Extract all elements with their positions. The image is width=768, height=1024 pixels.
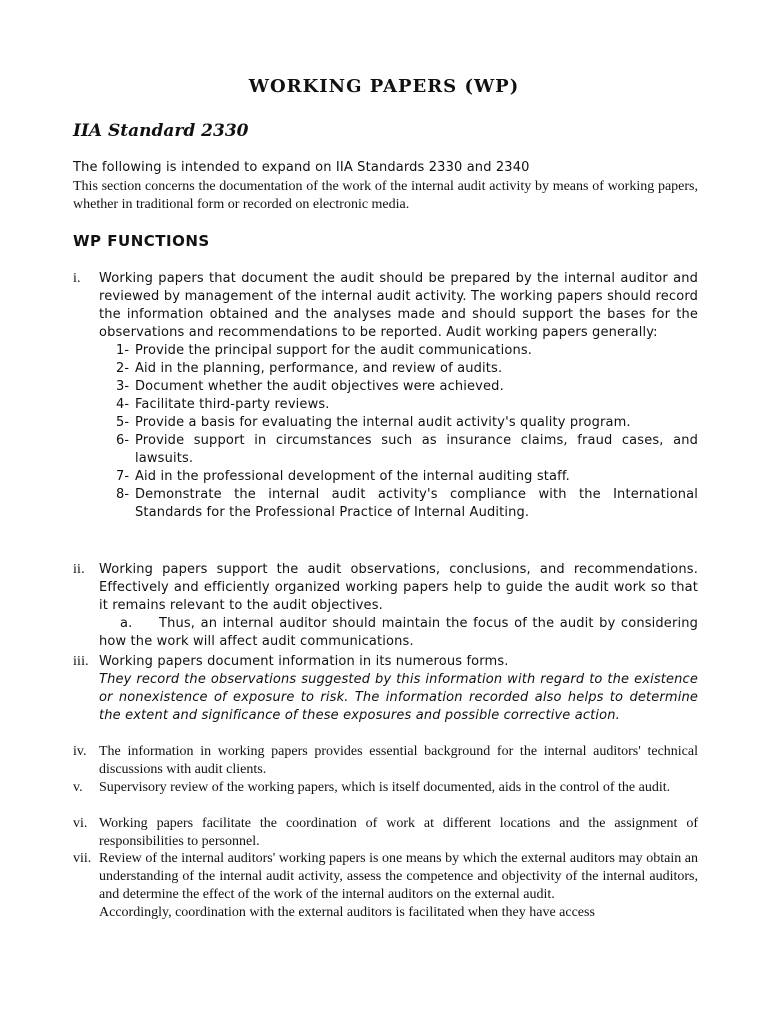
intro-paragraph: This section concerns the documentation of the work of the internal audit activity by means of working papers, whether in traditional form or recorded on electronic media. [73, 179, 698, 212]
sub-item-a [99, 615, 698, 651]
sub-item-text: Document whether the audit objectives were achieved. [135, 379, 504, 394]
sub-item-text: Provide a basis for evaluating the internal audit activity's quality program. [135, 415, 631, 430]
sub-item-number: 1- [116, 343, 130, 358]
sub-item-text: Facilitate third-party reviews. [135, 397, 330, 412]
sub-item-text: Demonstrate the internal audit activity's compliance with the International Standards for the Professional Practice of Internal Auditing. [135, 487, 698, 520]
sub-item-number: 4- [116, 397, 130, 412]
sub-item-text: Provide the principal support for the audit communications. [135, 343, 533, 358]
sub-item-text: Provide support in circumstances such as insurance claims, fraud cases, and lawsuits. [135, 433, 698, 466]
list-marker: vii. [73, 851, 92, 866]
sub-item-number: 5- [116, 415, 130, 430]
list-item-text: Working papers document information in its numerous forms. [99, 654, 509, 669]
list-item-text: Working papers support the audit observations, conclusions, and recommendations. Effectively and efficiently organized working papers help to guide the audit work so that it remains relevant to the audit objectives. [99, 562, 698, 613]
list-item-text: Review of the internal auditors' working papers is one means by which the external auditors may obtain an understanding of the internal audit activity, assess the competence and objectivity of the internal auditors, and determine the effect of the work of the internal auditors on the external audit. [99, 851, 698, 902]
sub-item-number: 2- [116, 361, 130, 376]
sub-item-number: 7- [116, 469, 130, 484]
list-marker: ii. [73, 562, 85, 577]
list-marker: i. [73, 271, 81, 286]
sub-item-number: 8- [116, 487, 130, 502]
list-item-continuation: Accordingly, coordination with the external auditors is facilitated when they have access [99, 905, 595, 920]
sub-item [116, 414, 698, 432]
standard-subtitle: IIA Standard 2330 [73, 121, 249, 141]
intro-line: The following is intended to expand on IIA Standards 2330 and 2340 [73, 160, 530, 175]
sub-item [116, 378, 698, 396]
list-marker: iii. [73, 654, 89, 669]
sub-item-text: Aid in the professional development of the internal auditing staff. [135, 469, 570, 484]
list-item-text: Supervisory review of the working papers, which is itself documented, aids in the control of the audit. [99, 780, 671, 795]
sub-item-number: a. [120, 616, 133, 631]
list-marker: iv. [73, 744, 87, 759]
sub-item [116, 486, 698, 522]
sub-item [116, 360, 698, 378]
sub-item-number: 6- [116, 433, 130, 448]
page-title: WORKING PAPERS (WP) [248, 76, 520, 97]
sub-item [116, 432, 698, 468]
sub-item [116, 342, 698, 360]
sub-item-text: Thus, an internal auditor should maintain the focus of the audit by considering how the work will affect audit communications. [99, 616, 698, 649]
sub-item [116, 396, 698, 414]
list-item-text: Working papers that document the audit should be prepared by the internal auditor and reviewed by management of the internal audit activity. The working papers should record the information obtained and the analyses made and should support the bases for the observations and recommendations to be reported. Audit working papers generally: [99, 271, 698, 340]
list-item-italic-text: They record the observations suggested by this information with regard to the existence or nonexistence of exposure to risk. The information recorded also helps to determine the extent and significance of these exposures and possible corrective action. [99, 672, 698, 723]
list-marker: v. [73, 780, 83, 795]
list-marker: vi. [73, 816, 88, 831]
sub-item-text: Aid in the planning, performance, and review of audits. [135, 361, 503, 376]
sub-item [116, 468, 698, 486]
list-item-text: Working papers facilitate the coordination of work at different locations and the assignment of responsibilities to personnel. [99, 816, 698, 849]
section-heading: WP FUNCTIONS [73, 232, 210, 250]
list-item-text: The information in working papers provides essential background for the internal auditors' technical discussions with audit clients. [99, 744, 698, 777]
sub-item-number: 3- [116, 379, 130, 394]
